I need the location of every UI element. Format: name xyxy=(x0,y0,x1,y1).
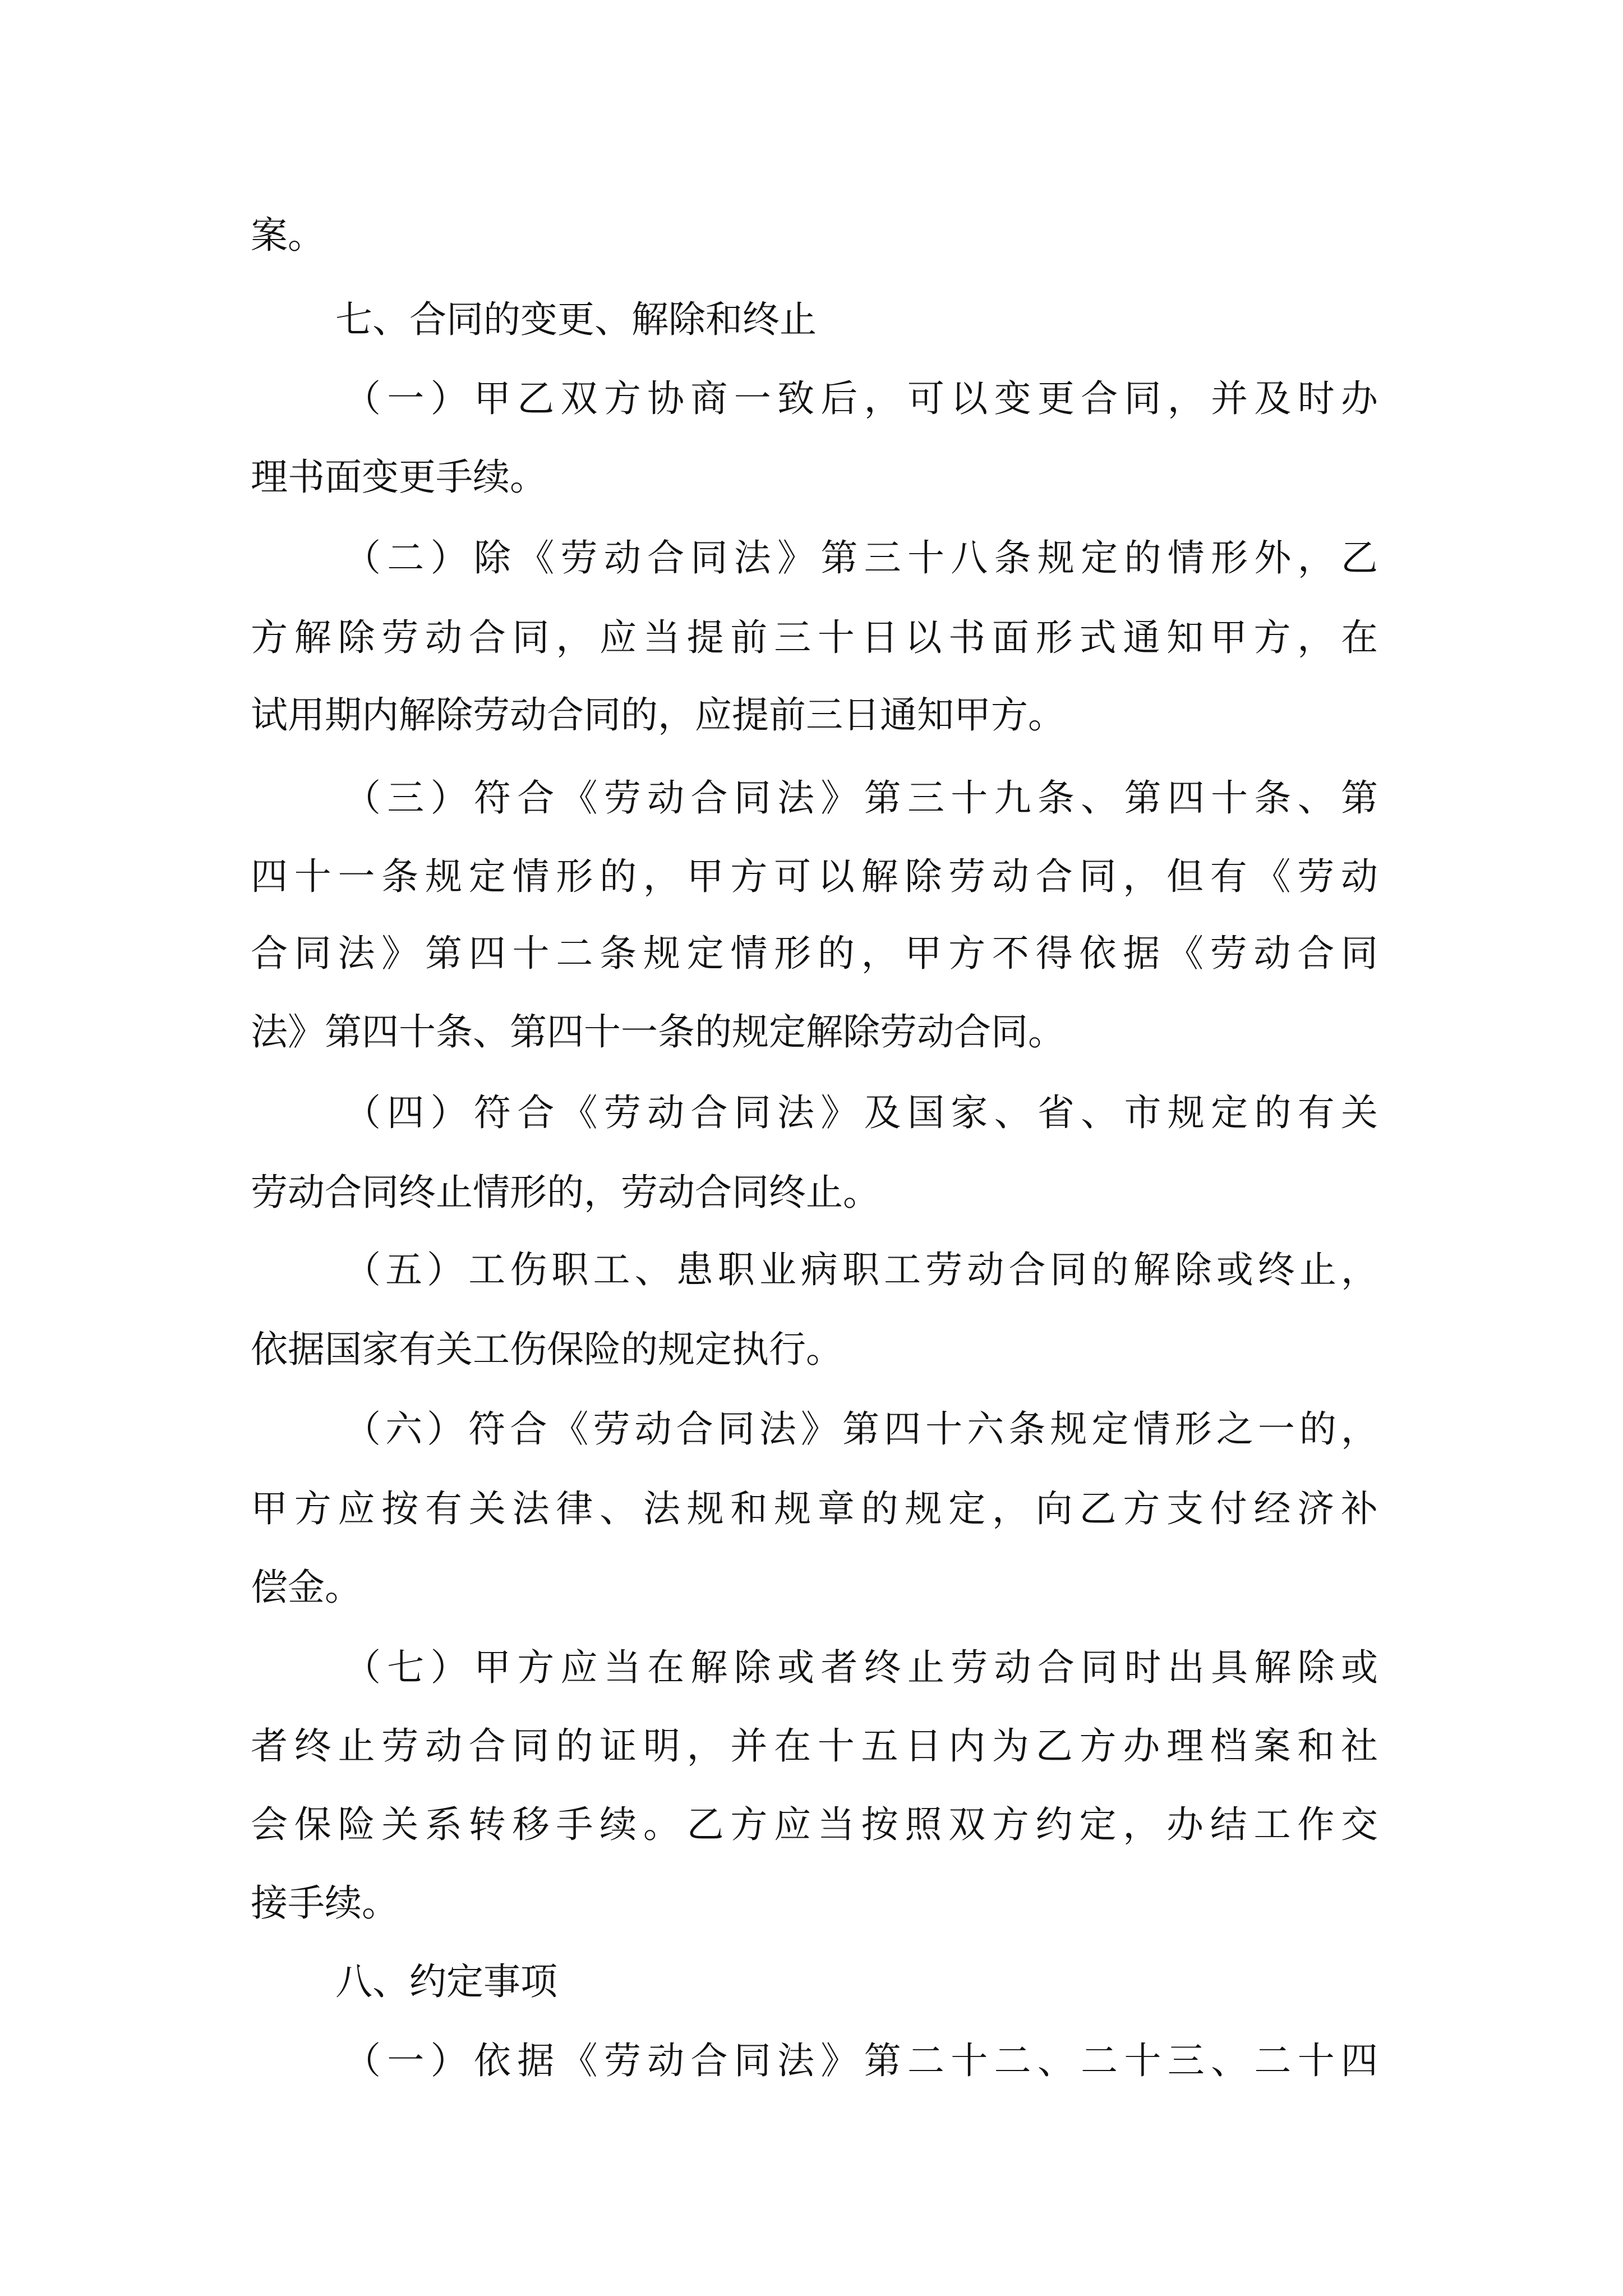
text-line: 法》第四十条、第四十一条的规定解除劳动合同。 xyxy=(251,1010,1065,1053)
text-line: 依据国家有关工伤保险的规定执行。 xyxy=(251,1328,843,1371)
text-line: （一）甲乙双方协商一致后，可以变更合同，并及时办 xyxy=(344,377,1378,420)
text-line: （一）依据《劳动合同法》第二十二、二十三、二十四 xyxy=(344,2039,1378,2082)
text-line: （五）工伤职工、患职业病职工劳动合同的解除或终止， xyxy=(344,1248,1378,1291)
text-line: 甲方应按有关法律、法规和规章的规定，向乙方支付经济补 xyxy=(251,1487,1378,1530)
text-line: 试用期内解除劳动合同的，应提前三日通知甲方。 xyxy=(251,693,1065,737)
text-line: 偿金。 xyxy=(251,1566,362,1609)
text-line: 方解除劳动合同，应当提前三十日以书面形式通知甲方，在 xyxy=(251,616,1378,659)
text-line: 劳动合同终止情形的，劳动合同终止。 xyxy=(251,1171,880,1214)
text-line: 理书面变更手续。 xyxy=(251,455,547,499)
section-heading: 八、约定事项 xyxy=(335,1960,557,2003)
text-line: （三）符合《劳动合同法》第三十九条、第四十条、第 xyxy=(344,776,1378,820)
text-line: （六）符合《劳动合同法》第四十六条规定情形之一的， xyxy=(344,1407,1378,1451)
text-line: （七）甲方应当在解除或者终止劳动合同时出具解除或 xyxy=(344,1646,1378,1689)
section-heading: 七、合同的变更、解除和终止 xyxy=(335,298,817,341)
text-line: 案。 xyxy=(251,214,325,257)
text-line: 会保险关系转移手续。乙方应当按照双方约定，办结工作交 xyxy=(251,1803,1378,1846)
text-line: （四）符合《劳动合同法》及国家、省、市规定的有关 xyxy=(344,1091,1378,1134)
text-line: 合同法》第四十二条规定情形的，甲方不得依据《劳动合同 xyxy=(251,932,1378,975)
text-line: 四十一条规定情形的，甲方可以解除劳动合同，但有《劳动 xyxy=(251,855,1378,898)
text-line: （二）除《劳动合同法》第三十八条规定的情形外，乙 xyxy=(344,536,1378,579)
text-line: 接手续。 xyxy=(251,1881,399,1925)
text-line: 者终止劳动合同的证明，并在十五日内为乙方办理档案和社 xyxy=(251,1724,1378,1768)
